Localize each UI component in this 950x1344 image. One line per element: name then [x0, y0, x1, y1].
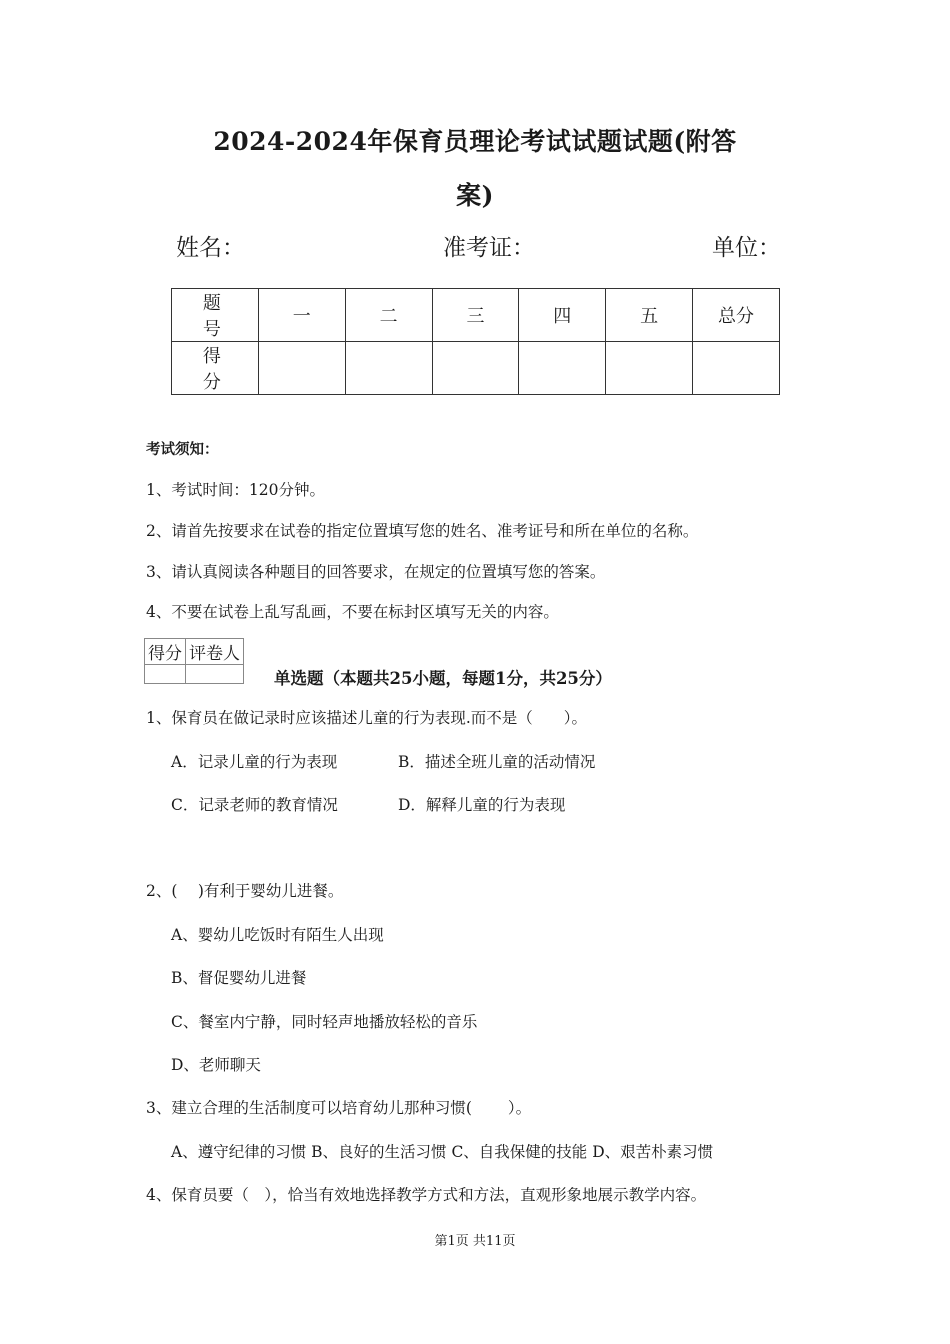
score-table-header-cell: 二	[345, 289, 432, 342]
notice-item: 3、请认真阅读各种题目的回答要求，在规定的位置填写您的答案。	[146, 563, 606, 581]
grader-score-label: 得分	[145, 639, 186, 665]
score-cell	[432, 342, 519, 395]
grader-reviewer-label: 评卷人	[186, 639, 244, 665]
notice-item: 2、请首先按要求在试卷的指定位置填写您的姓名、准考证号和所在单位的名称。	[146, 522, 699, 540]
question-stem: 2、( )有利于婴幼儿进餐。	[146, 882, 344, 900]
score-table-header-cell: 四	[519, 289, 606, 342]
document-title-line1: 2024-2024年保育员理论考试试题试题(附答	[213, 127, 737, 156]
score-table-header-cell: 题 号	[172, 289, 259, 342]
question-option: A、婴幼儿吃饭时有陌生人出现	[171, 926, 384, 944]
page-footer: 第1页 共11页	[434, 1234, 516, 1249]
score-cell	[345, 342, 432, 395]
score-table-header-cell: 三	[432, 289, 519, 342]
question-options-inline: A、遵守纪律的习惯 B、良好的生活习惯 C、自我保健的技能 D、艰苦朴素习惯	[171, 1143, 714, 1161]
name-field-label: 姓名：	[176, 235, 245, 261]
notice-item: 4、不要在试卷上乱写乱画，不要在标封区填写无关的内容。	[146, 603, 559, 621]
score-table	[171, 288, 780, 395]
section-title: 单选题（本题共25小题，每题1分，共25分）	[274, 669, 612, 688]
score-cell	[519, 342, 606, 395]
question-option: A．记录儿童的行为表现	[171, 753, 338, 771]
document-title-line2: 案)	[456, 181, 494, 210]
question-option: D、老师聊天	[171, 1056, 261, 1074]
question-option: C．记录老师的教育情况	[171, 796, 338, 814]
score-table-header-cell: 总分	[693, 289, 780, 342]
score-cell	[606, 342, 693, 395]
notice-item: 1、考试时间：120分钟。	[146, 481, 325, 499]
score-row-label: 得 分	[172, 342, 259, 395]
score-cell	[693, 342, 780, 395]
score-table-header-cell: 一	[258, 289, 345, 342]
question-option: B、督促婴幼儿进餐	[171, 969, 307, 987]
grader-box	[144, 638, 244, 684]
score-table-header-row	[172, 289, 780, 342]
question-option: C、餐室内宁静，同时轻声地播放轻松的音乐	[171, 1013, 478, 1031]
unit-field-label: 单位：	[712, 235, 781, 261]
question-stem: 1、保育员在做记录时应该描述儿童的行为表现.而不是（ ）。	[146, 709, 588, 727]
question-option: D．解释儿童的行为表现	[398, 796, 566, 814]
notice-heading: 考试须知：	[146, 441, 219, 458]
question-stem: 3、建立合理的生活制度可以培育幼儿那种习惯( ）。	[146, 1099, 532, 1117]
question-option: B．描述全班儿童的活动情况	[398, 753, 596, 771]
question-stem: 4、保育员要（ ），恰当有效地选择教学方式和方法，直观形象地展示教学内容。	[146, 1186, 707, 1204]
score-table-header-cell: 五	[606, 289, 693, 342]
grader-score-cell	[145, 665, 186, 684]
grader-reviewer-cell	[186, 665, 244, 684]
exam-id-field-label: 准考证：	[443, 235, 535, 261]
score-table-score-row	[172, 342, 780, 395]
score-cell	[258, 342, 345, 395]
